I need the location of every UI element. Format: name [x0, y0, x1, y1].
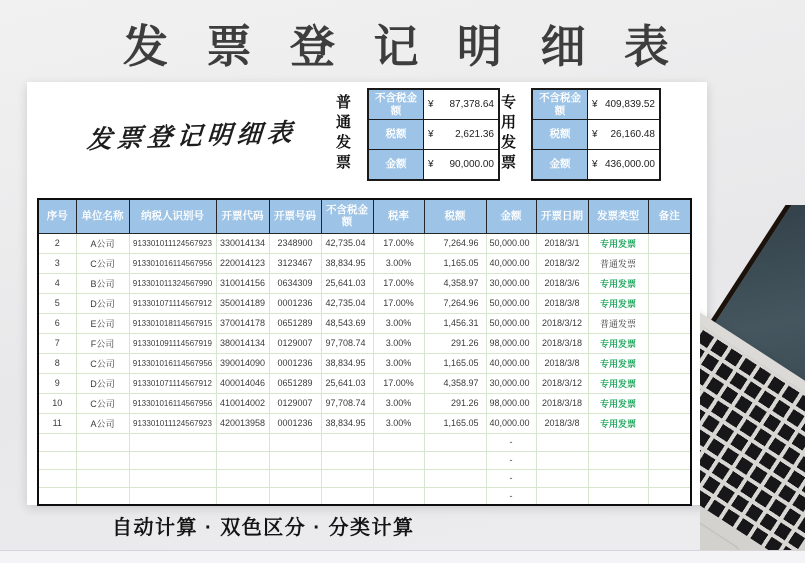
table-row — [38, 333, 691, 353]
table-row — [38, 293, 691, 313]
table-cell[interactable]: 1,456.31 — [424, 313, 486, 333]
table-cell[interactable] — [424, 469, 486, 487]
summary-label: 不含税金额 — [533, 90, 588, 119]
summary-amount: 436,000.00 — [604, 159, 655, 170]
table-cell[interactable] — [321, 469, 373, 487]
table-cell[interactable]: 42,735.04 — [321, 233, 373, 253]
table-cell[interactable]: 2018/3/2 — [536, 253, 588, 273]
table-cell[interactable]: 50,000.00 — [486, 293, 536, 313]
currency-symbol: ¥ — [592, 159, 598, 170]
invoice-table-body — [38, 233, 691, 505]
ordinary-invoice-category-label: 普通发票 — [334, 94, 351, 174]
table-row — [38, 353, 691, 373]
table-cell[interactable]: 913301018114567915 — [129, 313, 216, 333]
header-cell: 单位名称 — [76, 199, 129, 233]
table-cell[interactable] — [76, 433, 129, 451]
table-cell[interactable] — [536, 487, 588, 505]
table-cell[interactable]: 42,735.04 — [321, 293, 373, 313]
table-cell[interactable]: B公司 — [76, 273, 129, 293]
summary-value-cell[interactable] — [424, 90, 498, 119]
table-cell[interactable] — [129, 469, 216, 487]
table-cell[interactable] — [38, 469, 76, 487]
summary-amount: 409,839.52 — [604, 99, 655, 110]
table-cell[interactable]: 97,708.74 — [321, 333, 373, 353]
table-cell[interactable]: 1,165.05 — [424, 413, 486, 433]
table-cell[interactable]: 0129007 — [269, 393, 321, 413]
table-cell[interactable] — [588, 451, 648, 469]
table-cell[interactable]: - — [486, 487, 536, 505]
table-cell[interactable]: F公司 — [76, 333, 129, 353]
summary-row — [369, 149, 498, 179]
table-cell[interactable] — [216, 487, 269, 505]
table-cell[interactable]: 913301071114567912 — [129, 293, 216, 313]
table-cell[interactable] — [129, 487, 216, 505]
table-cell[interactable]: 420013958 — [216, 413, 269, 433]
table-row — [38, 313, 691, 333]
table-cell[interactable]: 913301011124567923 — [129, 233, 216, 253]
table-cell[interactable]: 2018/3/12 — [536, 313, 588, 333]
table-cell[interactable]: 3.00% — [373, 413, 424, 433]
table-cell[interactable]: 220014123 — [216, 253, 269, 273]
table-cell[interactable] — [648, 373, 691, 393]
table-cell[interactable]: 291.26 — [424, 333, 486, 353]
currency-symbol: ¥ — [428, 99, 434, 110]
table-cell[interactable]: 2018/3/12 — [536, 373, 588, 393]
summary-row — [533, 119, 659, 149]
table-cell[interactable]: 2018/3/6 — [536, 273, 588, 293]
summary-value-cell[interactable] — [588, 150, 659, 179]
table-cell[interactable]: 11 — [38, 413, 76, 433]
table-cell[interactable]: 370014178 — [216, 313, 269, 333]
table-cell[interactable] — [536, 469, 588, 487]
summary-amount: 26,160.48 — [610, 129, 655, 140]
summary-label: 不含税金额 — [369, 90, 424, 119]
summary-amount: 2,621.36 — [455, 129, 494, 140]
table-cell[interactable]: 40,000.00 — [486, 413, 536, 433]
table-cell[interactable]: 3.00% — [373, 353, 424, 373]
currency-symbol: ¥ — [592, 129, 598, 140]
bottom-band — [0, 550, 805, 563]
table-cell[interactable]: 98,000.00 — [486, 333, 536, 353]
header-cell: 纳税人识别号 — [129, 199, 216, 233]
table-cell[interactable] — [76, 451, 129, 469]
sheet-handwritten-title: 发票登记明细表 — [85, 117, 298, 155]
table-cell[interactable]: C公司 — [76, 353, 129, 373]
table-cell[interactable]: 330014134 — [216, 233, 269, 253]
table-cell[interactable]: 3.00% — [373, 333, 424, 353]
table-cell[interactable]: 7 — [38, 333, 76, 353]
table-cell[interactable]: 专用发票 — [588, 373, 648, 393]
ordinary-invoice-summary-box — [367, 88, 500, 181]
table-cell[interactable]: - — [486, 433, 536, 451]
table-cell[interactable]: 1,165.05 — [424, 353, 486, 373]
table-cell[interactable]: 17.00% — [373, 273, 424, 293]
table-cell[interactable] — [536, 451, 588, 469]
table-cell[interactable]: - — [486, 469, 536, 487]
table-cell[interactable]: 0651289 — [269, 313, 321, 333]
table-cell[interactable]: 17.00% — [373, 233, 424, 253]
table-cell[interactable]: A公司 — [76, 413, 129, 433]
invoice-sheet — [27, 82, 707, 505]
table-cell[interactable] — [648, 273, 691, 293]
table-cell[interactable] — [588, 487, 648, 505]
table-cell[interactable]: 0001236 — [269, 293, 321, 313]
table-cell[interactable] — [648, 433, 691, 451]
table-cell[interactable] — [648, 333, 691, 353]
table-cell[interactable]: 9 — [38, 373, 76, 393]
header-cell: 序号 — [38, 199, 76, 233]
table-empty-row — [38, 451, 691, 469]
summary-label: 金额 — [369, 150, 424, 179]
table-cell[interactable]: 5 — [38, 293, 76, 313]
table-cell[interactable]: 40,000.00 — [486, 253, 536, 273]
header-cell: 开票日期 — [536, 199, 588, 233]
table-cell[interactable]: 25,641.03 — [321, 273, 373, 293]
table-cell[interactable] — [373, 469, 424, 487]
footer-tagline: 自动计算 · 双色区分 · 分类计算 — [112, 517, 415, 539]
table-cell[interactable]: 2018/3/8 — [536, 293, 588, 313]
summary-row — [369, 119, 498, 149]
table-empty-row — [38, 469, 691, 487]
table-cell[interactable]: D公司 — [76, 293, 129, 313]
table-cell[interactable] — [648, 413, 691, 433]
table-row — [38, 413, 691, 433]
special-invoice-summary-box — [531, 88, 661, 181]
table-cell[interactable]: 38,834.95 — [321, 253, 373, 273]
table-cell[interactable]: 专用发票 — [588, 333, 648, 353]
table-row — [38, 273, 691, 293]
table-cell[interactable]: 913301071114567912 — [129, 373, 216, 393]
table-cell[interactable] — [129, 451, 216, 469]
table-cell[interactable]: 3.00% — [373, 393, 424, 413]
table-cell[interactable]: 专用发票 — [588, 273, 648, 293]
table-cell[interactable] — [648, 451, 691, 469]
table-cell[interactable] — [424, 451, 486, 469]
table-cell[interactable]: 2018/3/8 — [536, 413, 588, 433]
special-invoice-category-label: 专用发票 — [499, 94, 516, 174]
table-cell[interactable]: 400014046 — [216, 373, 269, 393]
table-cell[interactable]: 3 — [38, 253, 76, 273]
table-cell[interactable]: 3123467 — [269, 253, 321, 273]
table-cell[interactable] — [269, 451, 321, 469]
table-cell[interactable] — [76, 487, 129, 505]
table-cell[interactable] — [216, 451, 269, 469]
table-row — [38, 393, 691, 413]
table-cell[interactable]: 17.00% — [373, 373, 424, 393]
table-cell[interactable]: 7,264.96 — [424, 233, 486, 253]
table-cell[interactable]: 2018/3/18 — [536, 333, 588, 353]
table-cell[interactable]: 3.00% — [373, 313, 424, 333]
table-empty-row — [38, 487, 691, 505]
table-cell[interactable]: 专用发票 — [588, 233, 648, 253]
table-cell[interactable]: 0634309 — [269, 273, 321, 293]
summary-value-cell[interactable] — [588, 90, 659, 119]
table-cell[interactable]: 30,000.00 — [486, 273, 536, 293]
table-cell[interactable] — [536, 433, 588, 451]
table-cell[interactable] — [321, 451, 373, 469]
table-cell[interactable] — [648, 253, 691, 273]
table-cell[interactable]: 38,834.95 — [321, 413, 373, 433]
table-cell[interactable] — [269, 433, 321, 451]
table-cell[interactable] — [373, 433, 424, 451]
summary-value-cell[interactable] — [424, 150, 498, 179]
table-cell[interactable]: 913301091114567919 — [129, 333, 216, 353]
table-cell[interactable]: 350014189 — [216, 293, 269, 313]
table-cell[interactable]: 291.26 — [424, 393, 486, 413]
header-cell: 备注 — [648, 199, 691, 233]
table-empty-row — [38, 433, 691, 451]
table-cell[interactable] — [216, 469, 269, 487]
table-cell[interactable]: 30,000.00 — [486, 373, 536, 393]
table-cell[interactable]: D公司 — [76, 373, 129, 393]
table-cell[interactable] — [648, 393, 691, 413]
table-cell[interactable] — [588, 469, 648, 487]
table-cell[interactable]: 1,165.05 — [424, 253, 486, 273]
table-cell[interactable] — [216, 433, 269, 451]
table-cell[interactable]: 913301016114567956 — [129, 393, 216, 413]
table-cell[interactable]: 38,834.95 — [321, 353, 373, 373]
table-cell[interactable]: 380014134 — [216, 333, 269, 353]
table-cell[interactable] — [648, 353, 691, 373]
table-cell[interactable] — [129, 433, 216, 451]
table-cell[interactable]: 4,358.97 — [424, 273, 486, 293]
table-row — [38, 373, 691, 393]
table-cell[interactable] — [269, 469, 321, 487]
table-cell[interactable] — [38, 451, 76, 469]
table-cell[interactable] — [76, 469, 129, 487]
summary-value-cell[interactable] — [588, 120, 659, 149]
table-cell[interactable]: A公司 — [76, 233, 129, 253]
summary-label: 金额 — [533, 150, 588, 179]
table-row — [38, 233, 691, 253]
table-header-row — [38, 199, 691, 233]
table-cell[interactable]: 390014090 — [216, 353, 269, 373]
header-cell: 开票号码 — [269, 199, 321, 233]
table-cell[interactable]: 专用发票 — [588, 293, 648, 313]
table-cell[interactable] — [269, 487, 321, 505]
table-cell[interactable]: 10 — [38, 393, 76, 413]
table-cell[interactable]: C公司 — [76, 253, 129, 273]
table-cell[interactable]: 8 — [38, 353, 76, 373]
table-cell[interactable] — [424, 487, 486, 505]
table-cell[interactable]: 48,543.69 — [321, 313, 373, 333]
header-cell: 不含税金额 — [321, 199, 373, 233]
summary-label: 税额 — [533, 120, 588, 149]
table-cell[interactable]: 2 — [38, 233, 76, 253]
currency-symbol: ¥ — [428, 159, 434, 170]
table-cell[interactable]: 0001236 — [269, 413, 321, 433]
table-cell[interactable]: 913301011124567923 — [129, 413, 216, 433]
page-title: 发 票 登 记 明 细 表 — [122, 21, 682, 72]
table-cell[interactable] — [321, 433, 373, 451]
table-cell[interactable] — [648, 293, 691, 313]
table-cell[interactable]: 0129007 — [269, 333, 321, 353]
invoice-register-table — [37, 198, 692, 506]
header-cell: 税额 — [424, 199, 486, 233]
table-cell[interactable]: 97,708.74 — [321, 393, 373, 413]
table-cell[interactable] — [648, 487, 691, 505]
summary-row — [533, 90, 659, 119]
table-cell[interactable]: 2018/3/1 — [536, 233, 588, 253]
table-cell[interactable]: 专用发票 — [588, 353, 648, 373]
table-cell[interactable] — [321, 487, 373, 505]
table-cell[interactable]: 310014156 — [216, 273, 269, 293]
table-cell[interactable] — [373, 451, 424, 469]
table-cell[interactable]: 913301011324567990 — [129, 273, 216, 293]
table-cell[interactable]: 专用发票 — [588, 413, 648, 433]
header-cell: 金额 — [486, 199, 536, 233]
table-cell[interactable]: E公司 — [76, 313, 129, 333]
summary-row — [369, 90, 498, 119]
currency-symbol: ¥ — [428, 129, 434, 140]
header-cell: 发票类型 — [588, 199, 648, 233]
table-cell[interactable]: 0651289 — [269, 373, 321, 393]
table-cell[interactable] — [648, 313, 691, 333]
table-cell[interactable]: C公司 — [76, 393, 129, 413]
table-cell[interactable]: 25,641.03 — [321, 373, 373, 393]
table-cell[interactable]: 98,000.00 — [486, 393, 536, 413]
table-cell[interactable] — [648, 469, 691, 487]
table-cell[interactable]: 6 — [38, 313, 76, 333]
summary-amount: 90,000.00 — [449, 159, 494, 170]
laptop-photo — [700, 205, 805, 553]
summary-row — [533, 149, 659, 179]
table-cell[interactable]: 410014002 — [216, 393, 269, 413]
table-cell[interactable]: 40,000.00 — [486, 353, 536, 373]
table-cell[interactable]: 3.00% — [373, 253, 424, 273]
summary-value-cell[interactable] — [424, 120, 498, 149]
table-cell[interactable]: 913301016114567956 — [129, 253, 216, 273]
table-cell[interactable]: 4,358.97 — [424, 373, 486, 393]
table-cell[interactable]: 913301016114567956 — [129, 353, 216, 373]
table-cell[interactable] — [373, 487, 424, 505]
table-cell[interactable]: 0001236 — [269, 353, 321, 373]
table-cell[interactable]: 7,264.96 — [424, 293, 486, 313]
header-cell: 税率 — [373, 199, 424, 233]
table-cell[interactable]: 2018/3/18 — [536, 393, 588, 413]
table-cell[interactable] — [38, 433, 76, 451]
summary-amount: 87,378.64 — [449, 99, 494, 110]
table-cell[interactable]: 专用发票 — [588, 393, 648, 413]
summary-label: 税额 — [369, 120, 424, 149]
table-cell[interactable]: 普通发票 — [588, 313, 648, 333]
table-cell[interactable]: 50,000.00 — [486, 233, 536, 253]
table-cell[interactable]: 17.00% — [373, 293, 424, 313]
laptop — [700, 205, 805, 553]
table-cell[interactable]: 2018/3/8 — [536, 353, 588, 373]
table-row — [38, 253, 691, 273]
table-cell[interactable]: 50,000.00 — [486, 313, 536, 333]
header-cell: 开票代码 — [216, 199, 269, 233]
table-cell[interactable] — [38, 487, 76, 505]
table-cell[interactable] — [648, 233, 691, 253]
table-cell[interactable] — [424, 433, 486, 451]
currency-symbol: ¥ — [592, 99, 598, 110]
table-cell[interactable] — [588, 433, 648, 451]
table-cell[interactable]: 普通发票 — [588, 253, 648, 273]
table-cell[interactable]: 4 — [38, 273, 76, 293]
table-cell[interactable]: 2348900 — [269, 233, 321, 253]
table-cell[interactable]: - — [486, 451, 536, 469]
